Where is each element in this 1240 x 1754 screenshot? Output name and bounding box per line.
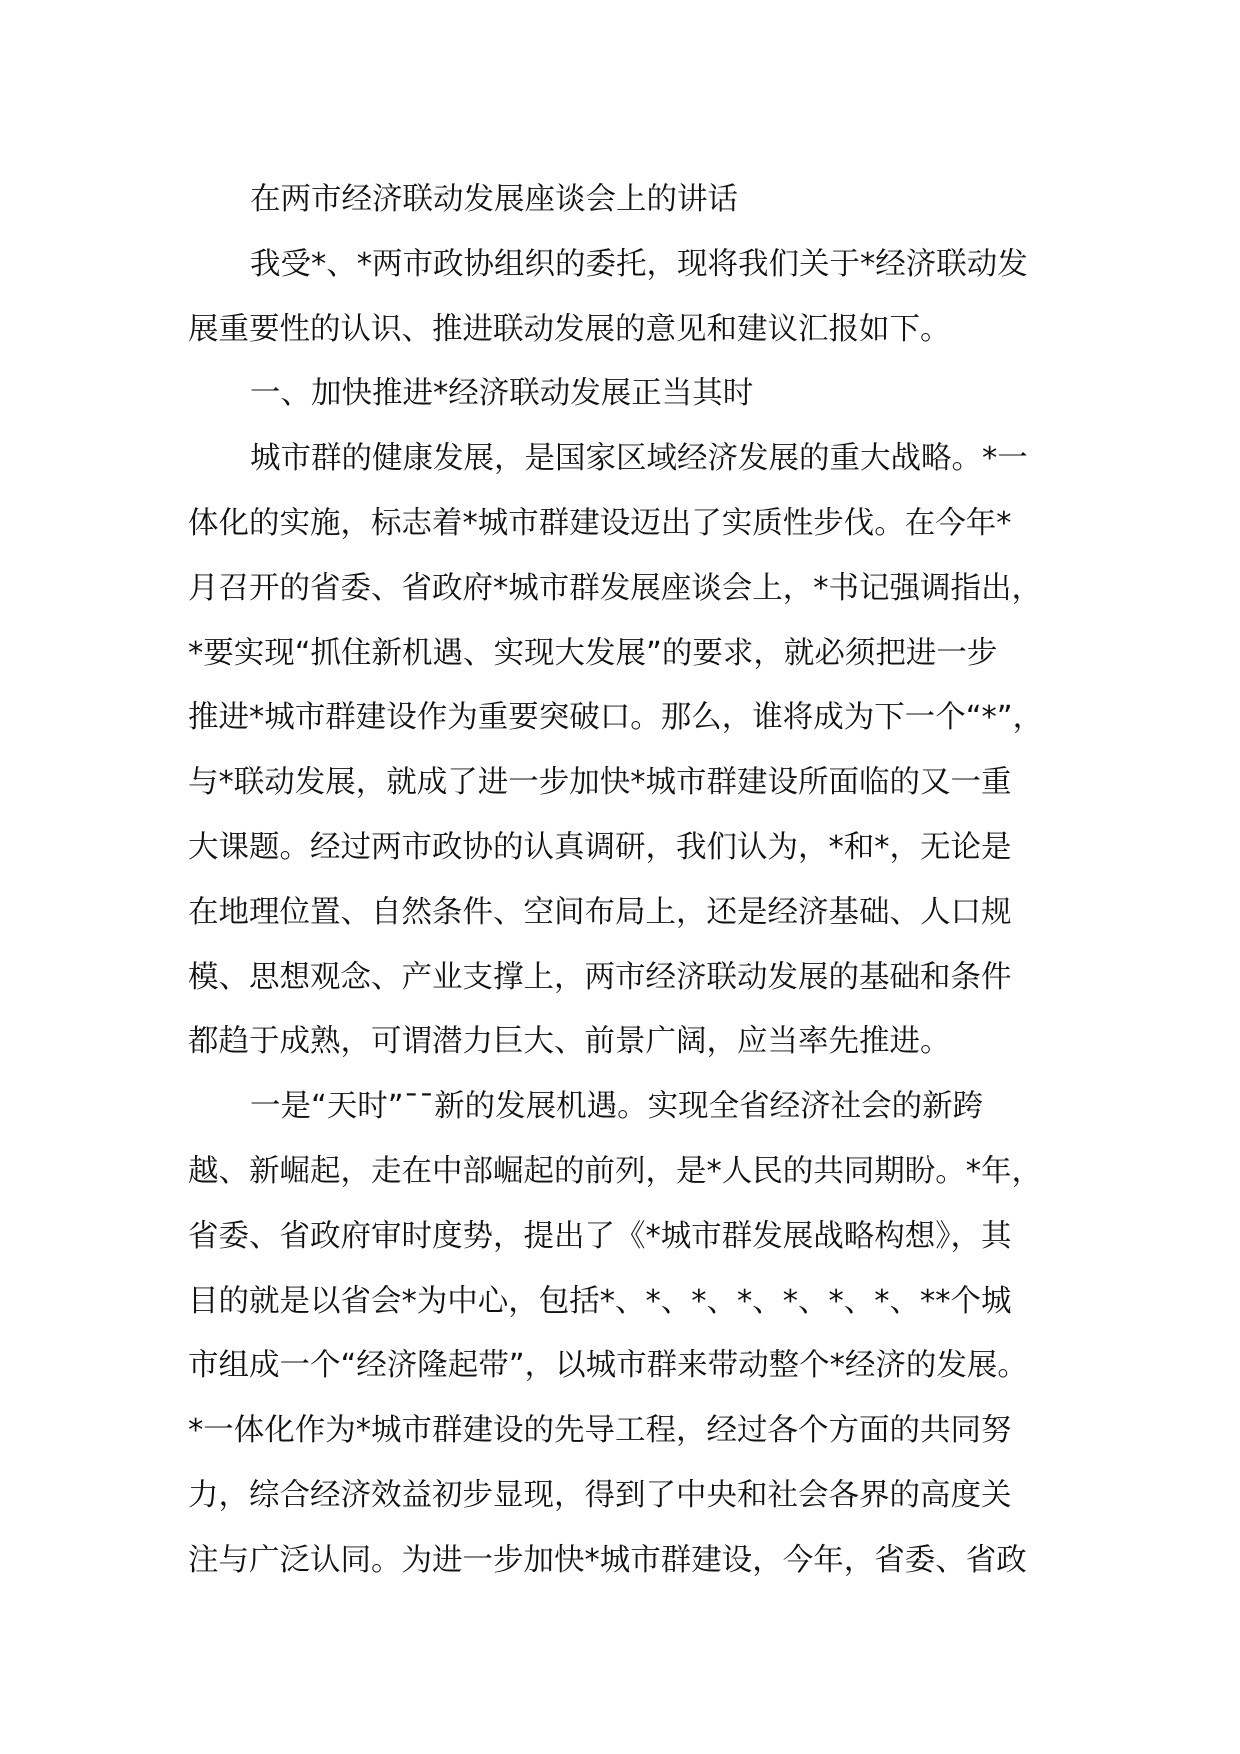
intro-paragraph	[188, 233, 1088, 363]
title-line: 在两市经济联动发展座谈会上的讲话	[250, 182, 738, 217]
text-line: *一体化作为*城市群建设的先导工程，经过各个方面的共同努	[188, 1413, 1012, 1449]
text-line: 与*联动发展，就成了进一步加快*城市群建设所面临的又一重	[188, 765, 1012, 801]
text-line: 我受*、*两市政协组织的委托，现将我们关于*经济联动发	[250, 246, 1028, 282]
text-line: 在地理位置、自然条件、空间布局上，还是经济基础、人口规	[188, 894, 1012, 930]
paragraph-2	[188, 1075, 1088, 1593]
text-line: 展重要性的认识、推进联动发展的意见和建议汇报如下。	[188, 311, 951, 347]
text-line: 体化的实施，标志着*城市群建设迈出了实质性步伐。在今年*	[188, 505, 1012, 541]
text-line: 月召开的省委、省政府*城市群发展座谈会上，*书记强调指出，	[188, 570, 1042, 606]
document-body	[188, 168, 1088, 1594]
text-line: 越、新崛起，走在中部崛起的前列，是*人民的共同期盼。*年，	[188, 1153, 1042, 1189]
text-line: 目的就是以省会*为中心，包括*、*、*、*、*、*、*、**个城	[188, 1283, 1012, 1319]
heading-line: 一、加快推进*经济联动发展正当其时	[250, 376, 754, 412]
text-line: 城市群的健康发展，是国家区域经济发展的重大战略。*一	[250, 441, 1028, 477]
text-line: 省委、省政府审时度势，提出了《*城市群发展战略构想》，其	[188, 1218, 1012, 1254]
text-line: *要实现“抓住新机遇、实现大发展”的要求，就必须把进一步	[188, 635, 998, 671]
text-line: 一是“天时”¯¯新的发展机遇。实现全省经济社会的新跨	[250, 1089, 984, 1125]
text-line: 力，综合经济效益初步显现，得到了中央和社会各界的高度关	[188, 1477, 1012, 1513]
section-heading	[188, 362, 1088, 427]
text-line: 大课题。经过两市政协的认真调研，我们认为，*和*，无论是	[188, 829, 1012, 865]
paragraph-1	[188, 427, 1088, 1075]
text-line: 模、思想观念、产业支撑上，两市经济联动发展的基础和条件	[188, 959, 1012, 995]
text-line: 推进*城市群建设作为重要突破口。那么，谁将成为下一个“*”，	[188, 700, 1044, 736]
text-line: 市组成一个“经济隆起带”，以城市群来带动整个*经济的发展。	[188, 1348, 1028, 1384]
text-line: 注与广泛认同。为进一步加快*城市群建设，今年，省委、省政	[188, 1542, 1027, 1578]
text-line: 都趋于成熟，可谓潜力巨大、前景广阔，应当率先推进。	[188, 1024, 951, 1060]
document-title	[188, 168, 1088, 233]
